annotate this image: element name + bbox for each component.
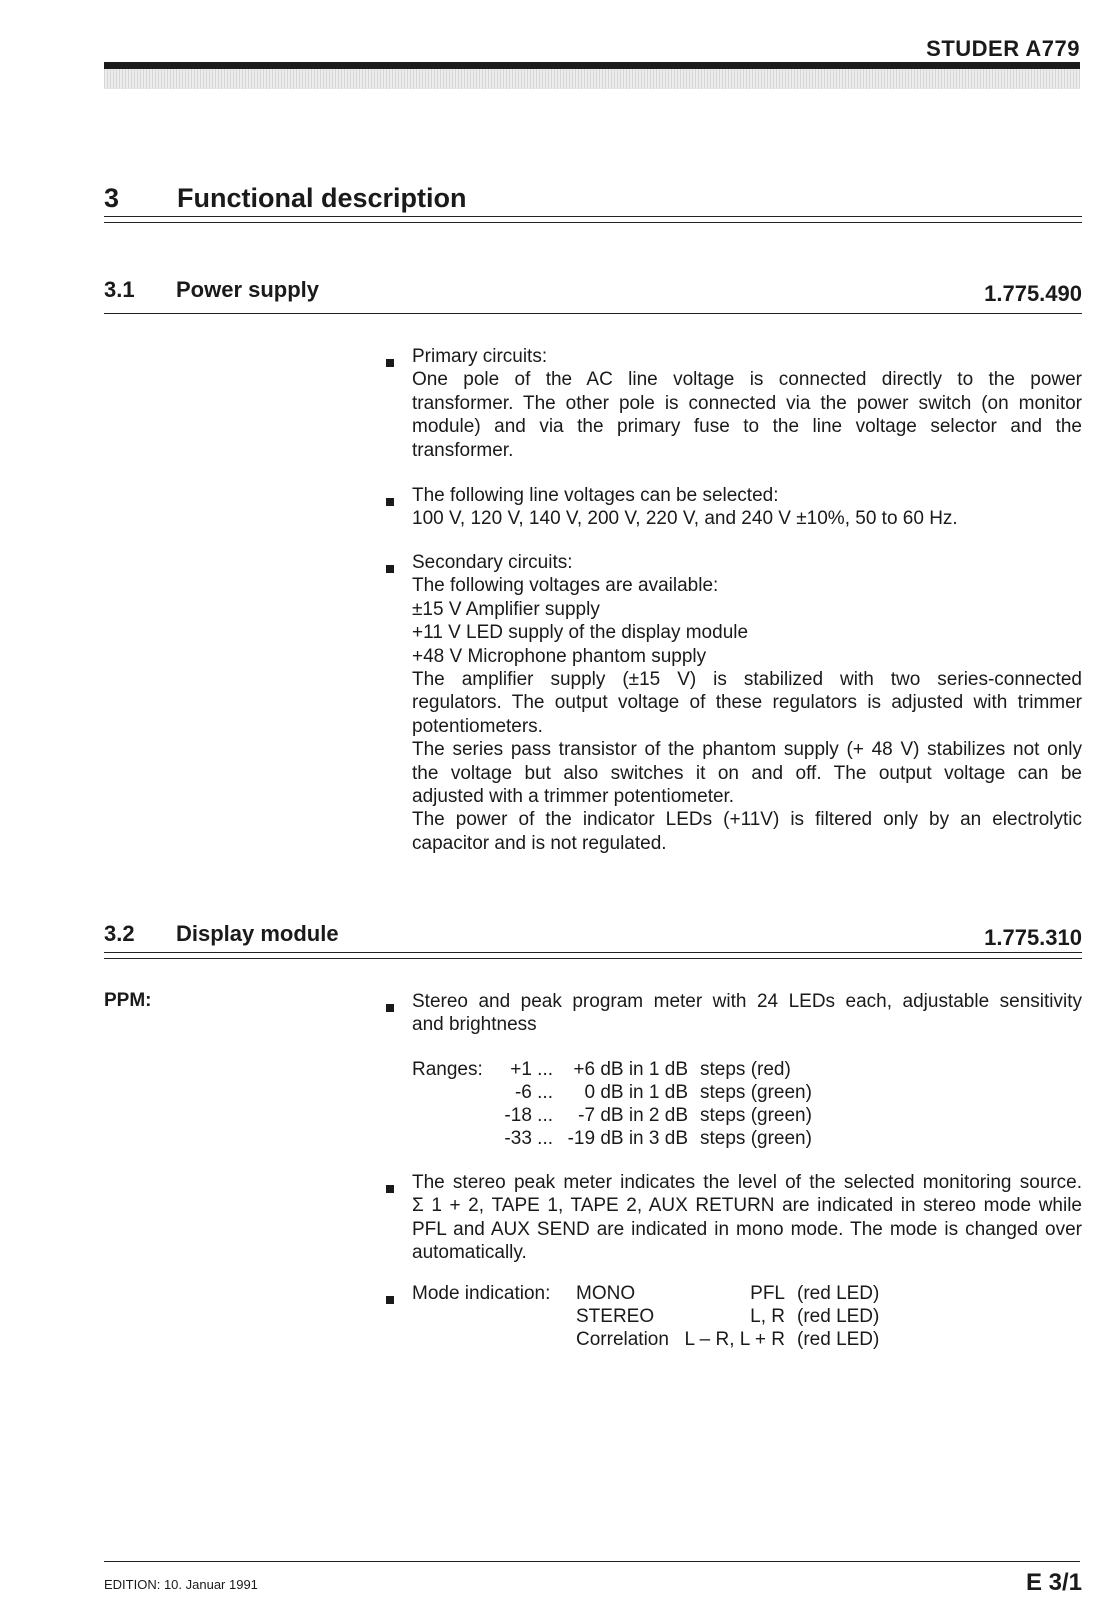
text-line: One pole of the AC line voltage is connected directly to the power xyxy=(412,369,1082,391)
text-line: The stereo peak meter indicates the level of the selected monitoring source. xyxy=(412,1172,1082,1193)
bullet-icon xyxy=(386,1296,394,1304)
range-from: -33 ... xyxy=(504,1128,553,1149)
table-row xyxy=(412,1081,812,1104)
secondary-circuits-paragraph xyxy=(412,551,1082,855)
section-number: 3.2 xyxy=(104,921,135,946)
ranges-label: Ranges: xyxy=(412,1059,483,1080)
range-to: -19 dB in 3 dB xyxy=(567,1128,688,1149)
text-line: The following voltages are available: xyxy=(412,575,719,597)
text-line: adjusted with a trimmer potentiometer. xyxy=(412,786,735,808)
text-line: The power of the indicator LEDs (+11V) is filtered only by an electrolytic xyxy=(412,809,1082,831)
ranges-table xyxy=(412,1058,812,1150)
mode-signal: L – R, L + R xyxy=(684,1329,785,1350)
bullet-icon xyxy=(386,1004,394,1012)
chapter-number: 3 xyxy=(104,183,120,213)
chapter-rule xyxy=(104,216,1082,223)
text-line: capacitor and is not regulated. xyxy=(412,832,667,854)
footer-rule xyxy=(104,1561,1080,1562)
text-line: and brightness xyxy=(412,1014,537,1036)
bullet-icon xyxy=(386,359,394,367)
text-line: transformer. The other pole is connected via the power switch (on monitor xyxy=(412,392,1082,414)
text-line: 100 V, 120 V, 140 V, 200 V, 220 V, and 240 V ±10%, 50 to 60 Hz. xyxy=(412,508,958,530)
table-row xyxy=(412,1328,879,1351)
bullet-icon xyxy=(386,498,394,506)
text-line: the voltage but also switches it on and off. The output voltage can be xyxy=(412,762,1082,784)
table-row xyxy=(412,1104,812,1127)
section-title: Display module xyxy=(176,921,339,946)
header-shading xyxy=(104,69,1080,89)
text-line: transformer. xyxy=(412,439,514,461)
section-rule xyxy=(104,952,1082,959)
mode-name: STEREO xyxy=(576,1306,655,1327)
text-line: Stereo and peak program meter with 24 LEDs each, adjustable sensitivity xyxy=(412,991,1082,1012)
bullet-icon xyxy=(386,565,394,573)
primary-circuits-paragraph xyxy=(412,345,1082,462)
mode-name: Correlation xyxy=(576,1329,669,1350)
chapter-title: Functional description xyxy=(177,183,467,213)
mode-led: (red LED) xyxy=(797,1306,880,1327)
text-line: Σ 1 + 2, TAPE 1, TAPE 2, AUX RETURN are indicated in stereo mode while xyxy=(412,1195,1082,1217)
section-number: 3.1 xyxy=(104,277,135,302)
table-row xyxy=(412,1305,879,1328)
text-line: Secondary circuits: xyxy=(412,552,573,573)
range-steps: steps (green) xyxy=(700,1105,812,1126)
ppm-label: PPM: xyxy=(104,990,152,1011)
range-steps: steps (green) xyxy=(700,1082,812,1103)
line-voltages-paragraph xyxy=(412,484,1082,531)
range-steps: steps (red) xyxy=(700,1059,791,1080)
range-from: -6 ... xyxy=(514,1082,553,1103)
text-line: The amplifier supply (±15 V) is stabilized with two series-connected xyxy=(412,669,1082,691)
range-to: -7 dB in 2 dB xyxy=(578,1105,688,1126)
section-rule xyxy=(104,313,1082,314)
text-line: automatically. xyxy=(412,1242,527,1264)
table-row xyxy=(412,1058,812,1081)
text-line: potentiometers. xyxy=(412,715,543,737)
mode-led: (red LED) xyxy=(797,1283,880,1304)
table-row xyxy=(412,1127,812,1150)
range-steps: steps (green) xyxy=(700,1128,812,1149)
bullet-icon xyxy=(386,1185,394,1193)
stereo-meter-paragraph xyxy=(412,1171,1082,1265)
ppm-paragraph xyxy=(412,990,1082,1037)
text-line: module) and via the primary fuse to the line voltage selector and the xyxy=(412,416,1082,438)
range-to: +6 dB in 1 dB xyxy=(573,1059,688,1080)
table-row xyxy=(412,1282,879,1305)
text-line: The following line voltages can be selected: xyxy=(412,485,779,506)
page-number: E 3/1 xyxy=(1025,1569,1082,1596)
text-line: +48 V Microphone phantom supply xyxy=(412,645,707,667)
section-part-number: 1.775.490 xyxy=(984,281,1082,306)
range-from: -18 ... xyxy=(504,1105,553,1126)
text-line: The series pass transistor of the phantom supply (+ 48 V) stabilizes not only xyxy=(412,739,1082,761)
range-to: 0 dB in 1 dB xyxy=(584,1082,688,1103)
edition-date: EDITION: 10. Januar 1991 xyxy=(104,1577,258,1592)
mode-signal: L, R xyxy=(750,1306,785,1327)
text-line: regulators. The output voltage of these regulators is adjusted with trimmer xyxy=(412,692,1082,714)
section-title: Power supply xyxy=(176,277,320,302)
mode-led: (red LED) xyxy=(797,1329,880,1350)
text-line: +11 V LED supply of the display module xyxy=(412,622,749,644)
mode-indication-table xyxy=(412,1282,879,1351)
mode-name: MONO xyxy=(576,1283,636,1304)
mode-indication-label: Mode indication: xyxy=(412,1283,551,1304)
document-brand: STUDER A779 xyxy=(926,36,1080,61)
mode-signal: PFL xyxy=(750,1283,785,1304)
text-line: Primary circuits: xyxy=(412,346,548,367)
range-from: +1 ... xyxy=(510,1059,553,1080)
text-line: ±15 V Amplifier supply xyxy=(412,598,600,620)
header-rule xyxy=(104,62,1080,69)
text-line: PFL and AUX SEND are indicated in mono mode. The mode is changed over xyxy=(412,1218,1082,1240)
section-part-number: 1.775.310 xyxy=(984,925,1082,950)
